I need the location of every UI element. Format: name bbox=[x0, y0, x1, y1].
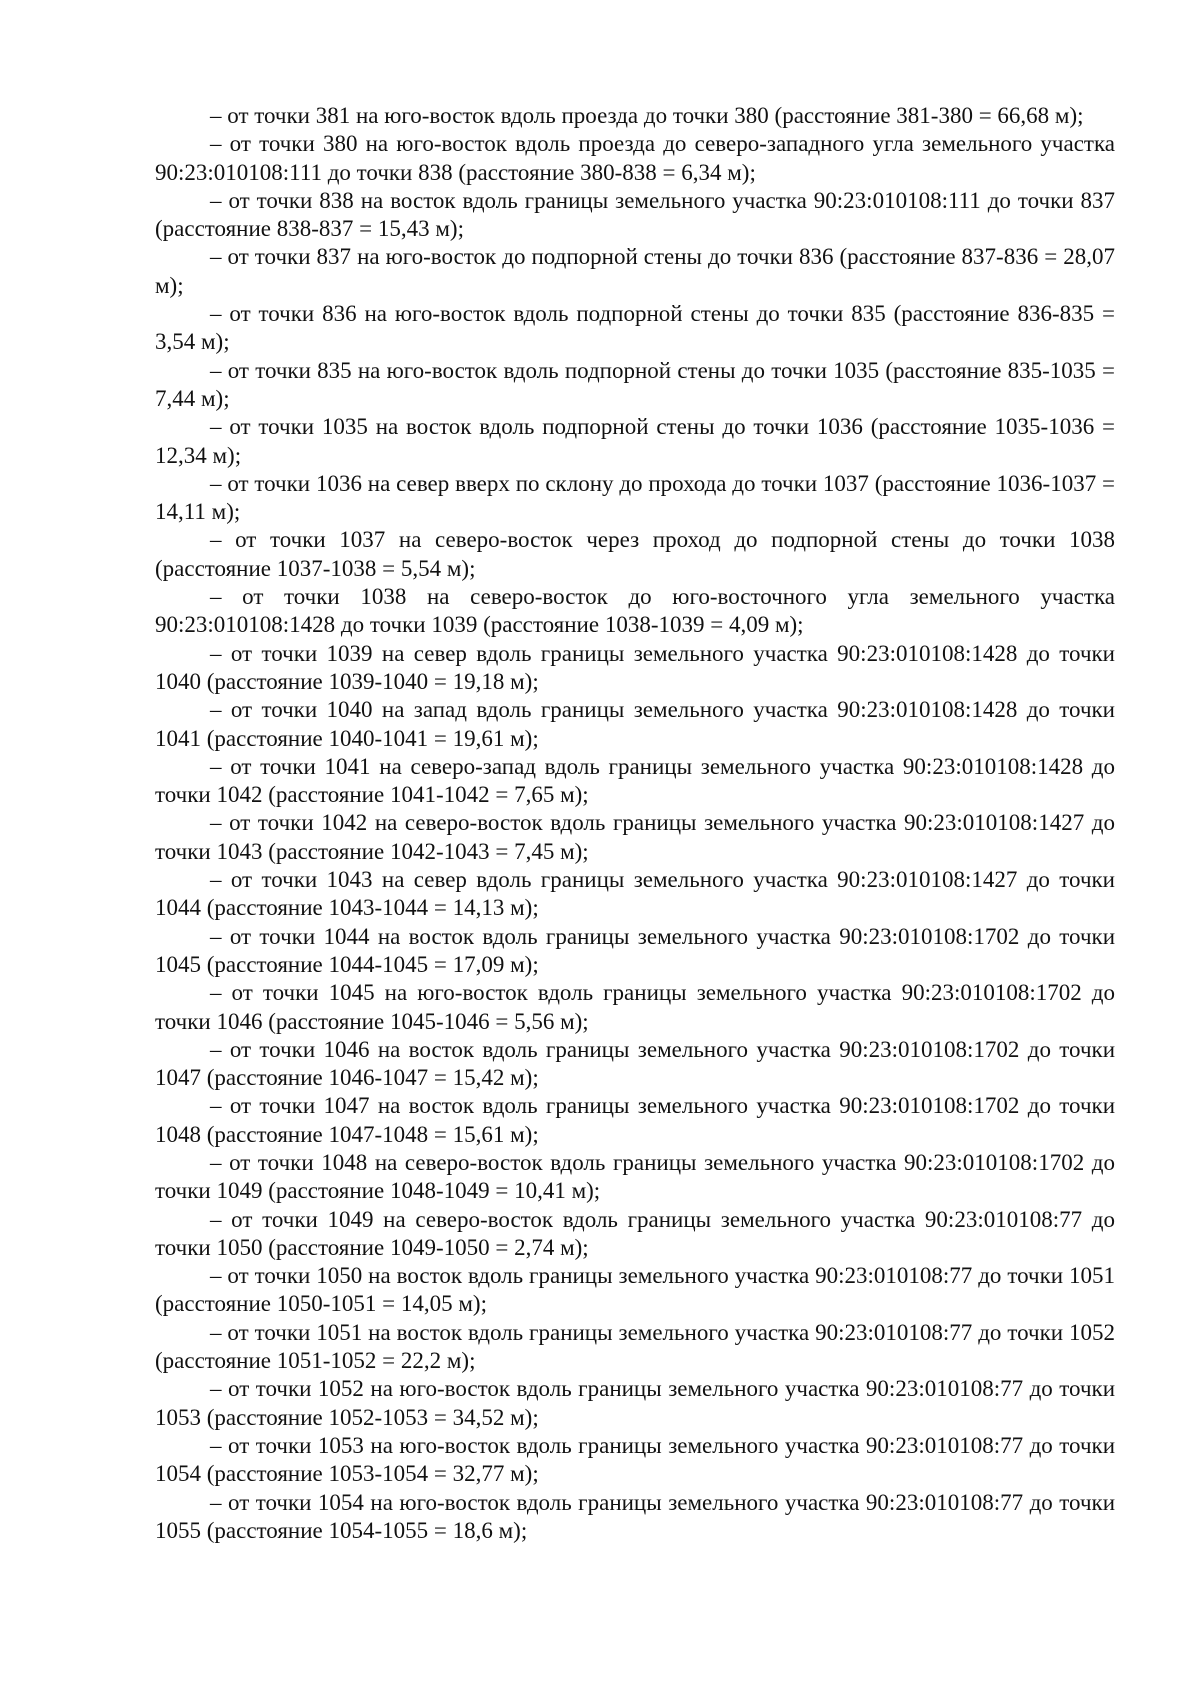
paragraph: – от точки 1044 на восток вдоль границы земельного участка 90:23:010108:1702 до точки 1045 (расстояние 1044-1045 = 17,09 м); bbox=[155, 923, 1115, 977]
paragraph: – от точки 836 на юго-восток вдоль подпорной стены до точки 835 (расстояние 836-835 = 3,54 м); bbox=[155, 301, 1115, 355]
paragraph: – от точки 838 на восток вдоль границы земельного участка 90:23:010108:111 до точки 837 (расстояние 838-837 = 15,43 м); bbox=[155, 187, 1115, 242]
paragraph: – от точки 1054 на юго-восток вдоль границы земельного участка 90:23:010108:77 до точки 1055 (расстояние 1054-1055 = 18,6 м); bbox=[155, 1489, 1115, 1543]
paragraph: – от точки 1049 на северо-восток вдоль границы земельного участка 90:23:010108:77 до точки 1050 (расстояние 1049-1050 = 2,74 м); bbox=[155, 1206, 1115, 1260]
paragraph: – от точки 1041 на северо-запад вдоль границы земельного участка 90:23:010108:1428 до точки 1042 (расстояние 1041-1042 = 7,65 м); bbox=[155, 753, 1115, 808]
paragraph: – от точки 1047 на восток вдоль границы земельного участка 90:23:010108:1702 до точки 1048 (расстояние 1047-1048 = 15,61 м); bbox=[155, 1093, 1115, 1147]
paragraph: – от точки 1046 на восток вдоль границы земельного участка 90:23:010108:1702 до точки 1047 (расстояние 1046-1047 = 15,42 м); bbox=[155, 1036, 1115, 1091]
paragraph: – от точки 1035 на восток вдоль подпорной стены до точки 1036 (расстояние 1035-1036 = 12,34 м); bbox=[155, 414, 1115, 468]
paragraph: – от точки 1038 на северо-восток до юго-восточного угла земельного участка 90:23:010108:1428 до точки 1039 (расстояние 1038-1039 = 4,09 м); bbox=[155, 584, 1115, 638]
paragraph: – от точки 1053 на юго-восток вдоль границы земельного участка 90:23:010108:77 до точки 1054 (расстояние 1053-1054 = 32,77 м); bbox=[155, 1432, 1115, 1487]
paragraph: – от точки 837 на юго-восток до подпорной стены до точки 836 (расстояние 837-836 = 28,07 м); bbox=[155, 244, 1115, 298]
paragraph: – от точки 1040 на запад вдоль границы земельного участка 90:23:010108:1428 до точки 1041 (расстояние 1040-1041 = 19,61 м); bbox=[155, 697, 1115, 751]
paragraph: – от точки 1051 на восток вдоль границы земельного участка 90:23:010108:77 до точки 1052 (расстояние 1051-1052 = 22,2 м); bbox=[155, 1319, 1115, 1374]
paragraph: – от точки 381 на юго-восток вдоль проезда до точки 380 (расстояние 381-380 = 66,68 м); bbox=[210, 103, 1084, 128]
paragraph: – от точки 1050 на восток вдоль границы земельного участка 90:23:010108:77 до точки 1051 (расстояние 1050-1051 = 14,05 м); bbox=[155, 1263, 1115, 1317]
paragraph: – от точки 380 на юго-восток вдоль проезда до северо-западного угла земельного участка 90:23:010108:111 до точки 838 (расстояние 380-838 = 6,34 м); bbox=[155, 131, 1115, 185]
paragraph: – от точки 1037 на северо-восток через проход до подпорной стены до точки 1038 (расстояние 1037-1038 = 5,54 м); bbox=[155, 527, 1115, 581]
paragraph: – от точки 1042 на северо-восток вдоль границы земельного участка 90:23:010108:1427 до точки 1043 (расстояние 1042-1043 = 7,45 м); bbox=[155, 810, 1115, 864]
document-body bbox=[155, 102, 1115, 1545]
paragraph: – от точки 1045 на юго-восток вдоль границы земельного участка 90:23:010108:1702 до точки 1046 (расстояние 1045-1046 = 5,56 м); bbox=[155, 980, 1115, 1034]
paragraph: – от точки 1043 на север вдоль границы земельного участка 90:23:010108:1427 до точки 1044 (расстояние 1043-1044 = 14,13 м); bbox=[155, 867, 1115, 921]
paragraph: – от точки 1039 на север вдоль границы земельного участка 90:23:010108:1428 до точки 1040 (расстояние 1039-1040 = 19,18 м); bbox=[155, 640, 1115, 694]
paragraph: – от точки 1036 на север вверх по склону до прохода до точки 1037 (расстояние 1036-1037 = 14,11 м); bbox=[155, 470, 1115, 525]
paragraph: – от точки 1052 на юго-восток вдоль границы земельного участка 90:23:010108:77 до точки 1053 (расстояние 1052-1053 = 34,52 м); bbox=[155, 1376, 1115, 1430]
paragraph: – от точки 835 на юго-восток вдоль подпорной стены до точки 1035 (расстояние 835-1035 = 7,44 м); bbox=[155, 357, 1115, 411]
paragraph: – от точки 1048 на северо-восток вдоль границы земельного участка 90:23:010108:1702 до точки 1049 (расстояние 1048-1049 = 10,41 м); bbox=[155, 1149, 1115, 1204]
